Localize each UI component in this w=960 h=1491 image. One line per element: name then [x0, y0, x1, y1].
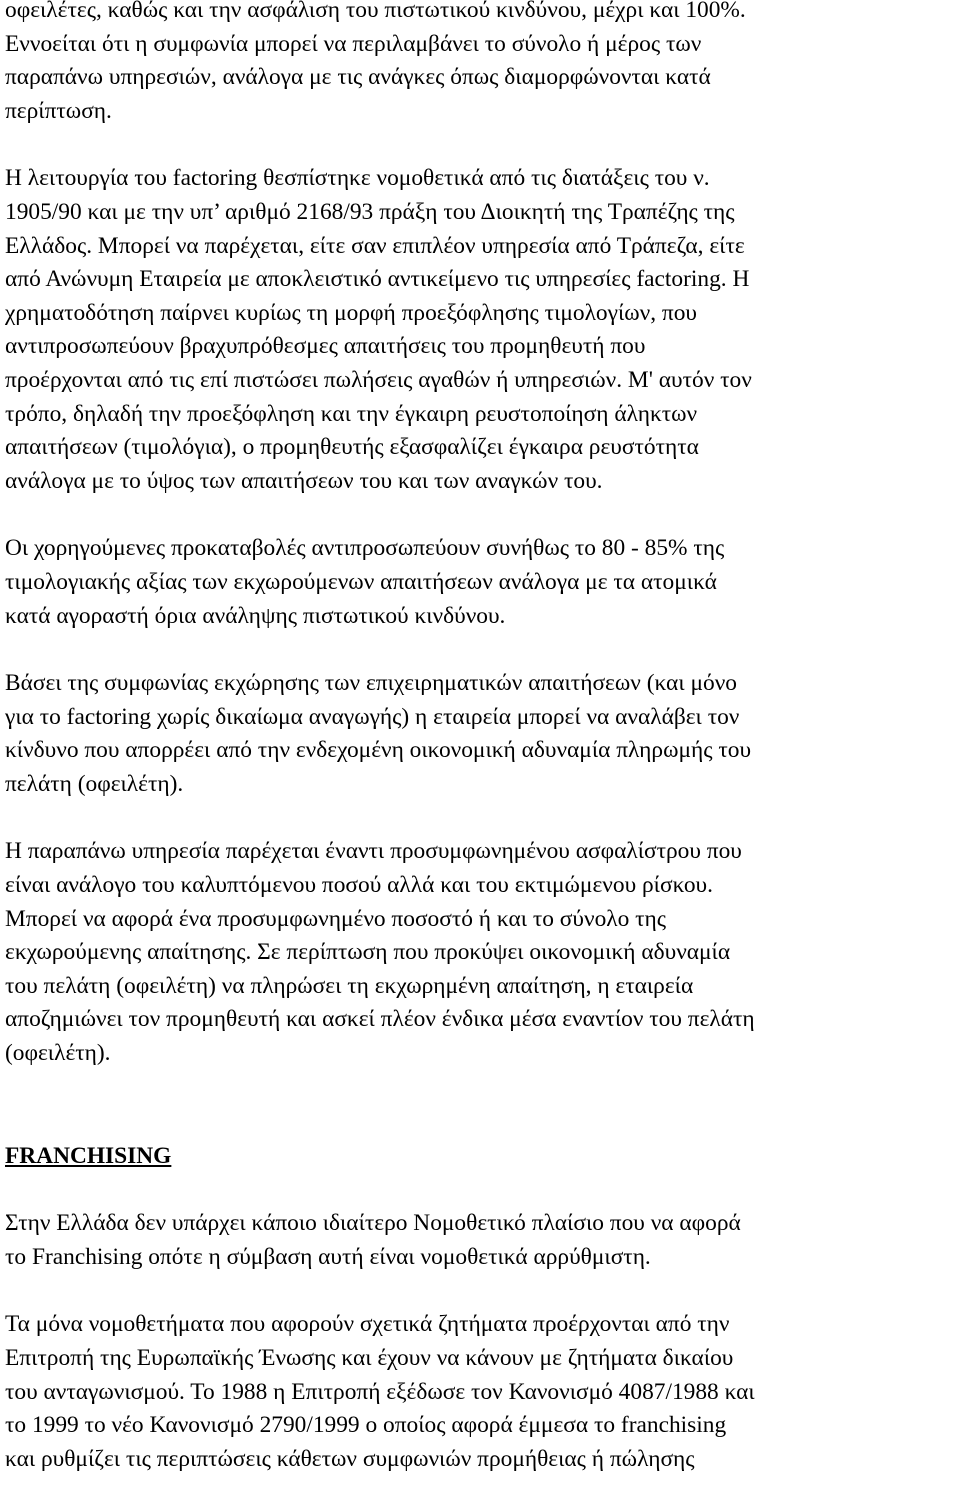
- paragraph-factoring-services: οφειλέτες, καθώς και την ασφάλιση του πιστωτικού κινδύνου, μέχρι και 100%. Εννοείται ότι η συμφωνία μπορεί να περιλαμβάνει το σύνολο ή μέρος των παραπάνω υπηρεσιών, ανάλογα με τις ανάγκες όπως διαμορφώνονται κατά περίπτωση.: [5, 0, 746, 124]
- section-heading-franchising: FRANCHISING: [5, 1142, 172, 1169]
- paragraph-advances: Οι χορηγούμενες προκαταβολές αντιπροσωπεύουν συνήθως το 80 - 85% της τιμολογιακής αξίας των εκχωρούμενων απαιτήσεων ανάλογα με τα ατομικά κατά αγοραστή όρια ανάληψης πιστωτικού κινδύνου.: [5, 535, 725, 629]
- paragraph-credit-risk: Βάσει της συμφωνίας εκχώρησης των επιχειρηματικών απαιτήσεων (και μόνο για το factoring χωρίς δικαίωμα αναγωγής) η εταιρεία μπορεί να αναλάβει τον κίνδυνο που απορρέει από την ενδεχομένη οικονομική αδυναμία πληρωμής του πελάτη (οφειλέτη).: [5, 670, 752, 797]
- paragraph-insurance-premium: Η παραπάνω υπηρεσία παρέχεται έναντι προσυμφωνημένου ασφαλίστρου που είναι ανάλογο του καλυπτόμενου ποσού αλλά και του εκτιμώμενου ρίσκου. Μπορεί να αφορά ένα προσυμφωνημένο ποσοστό ή και το σύνολο της εκχωρούμενης απαίτησης. Σε περίπτωση που προκύψει οικονομική αδυναμία του πελάτη (οφειλέτη) να πληρώσει τη εκχωρημένη απαίτηση, η εταιρεία αποζημιώνει τον προμηθευτή και ασκεί πλέον ένδικα μέσα εναντίον του πελάτη (οφειλέτη).: [5, 838, 755, 1067]
- paragraph-franchising-greece: Στην Ελλάδα δεν υπάρχει κάποιο ιδιαίτερο Νομοθετικό πλαίσιο που να αφορά το Franchising οπότε η σύμβαση αυτή είναι νομοθετικά αρρύθμιστη.: [5, 1210, 741, 1270]
- paragraph-factoring-legislation: Η λειτουργία του factoring θεσπίστηκε νομοθετικά από τις διατάξεις του ν. 1905/90 και με την υπ’ αριθμό 2168/93 πράξη του Διοικητή της Τραπέζης της Ελλάδος. Μπορεί να παρέχεται, είτε σαν επιπλέον υπηρεσία από Τράπεζα, είτε από Ανώνυμη Εταιρεία με αποκλειστικό αντικείμενο τις υπηρεσίες factoring. Η χρηματοδότηση παίρνει κυρίως τη μορφή προεξόφλησης τιμολογίων, που αντιπροσωπεύουν βραχυπρόθεσμες απαιτήσεις του προμηθευτή που προέρχονται από τις επί πιστώσει πωλήσεις αγαθών ή υπηρεσιών. Μ' αυτόν τον τρόπο, δηλαδή την προεξόφληση και την έγκαιρη ρευστοποίηση άληκτων απαιτήσεων (τιμολόγια), ο προμηθευτής εξασφαλίζει έγκαιρα ρευστότητα ανάλογα με το ύψος των απαιτήσεων του και των αναγκών του.: [5, 165, 752, 494]
- document-page: [5, 0, 955, 1476]
- paragraph-eu-regulations: Τα μόνα νομοθετήματα που αφορούν σχετικά ζητήματα προέρχονται από την Επιτροπή της Ευρωπαϊκής Ένωσης και έχουν να κάνουν με ζητήματα δικαίου του ανταγωνισμού. Το 1988 η Επιτροπή εξέδωσε τον Κανονισμό 4087/1988 και το 1999 το νέο Κανονισμό 2790/1999 ο οποίος αφορά έμμεσα το franchising και ρυθμίζει τις περιπτώσεις κάθετων συμφωνιών προμήθειας ή πώλησης: [5, 1311, 755, 1472]
